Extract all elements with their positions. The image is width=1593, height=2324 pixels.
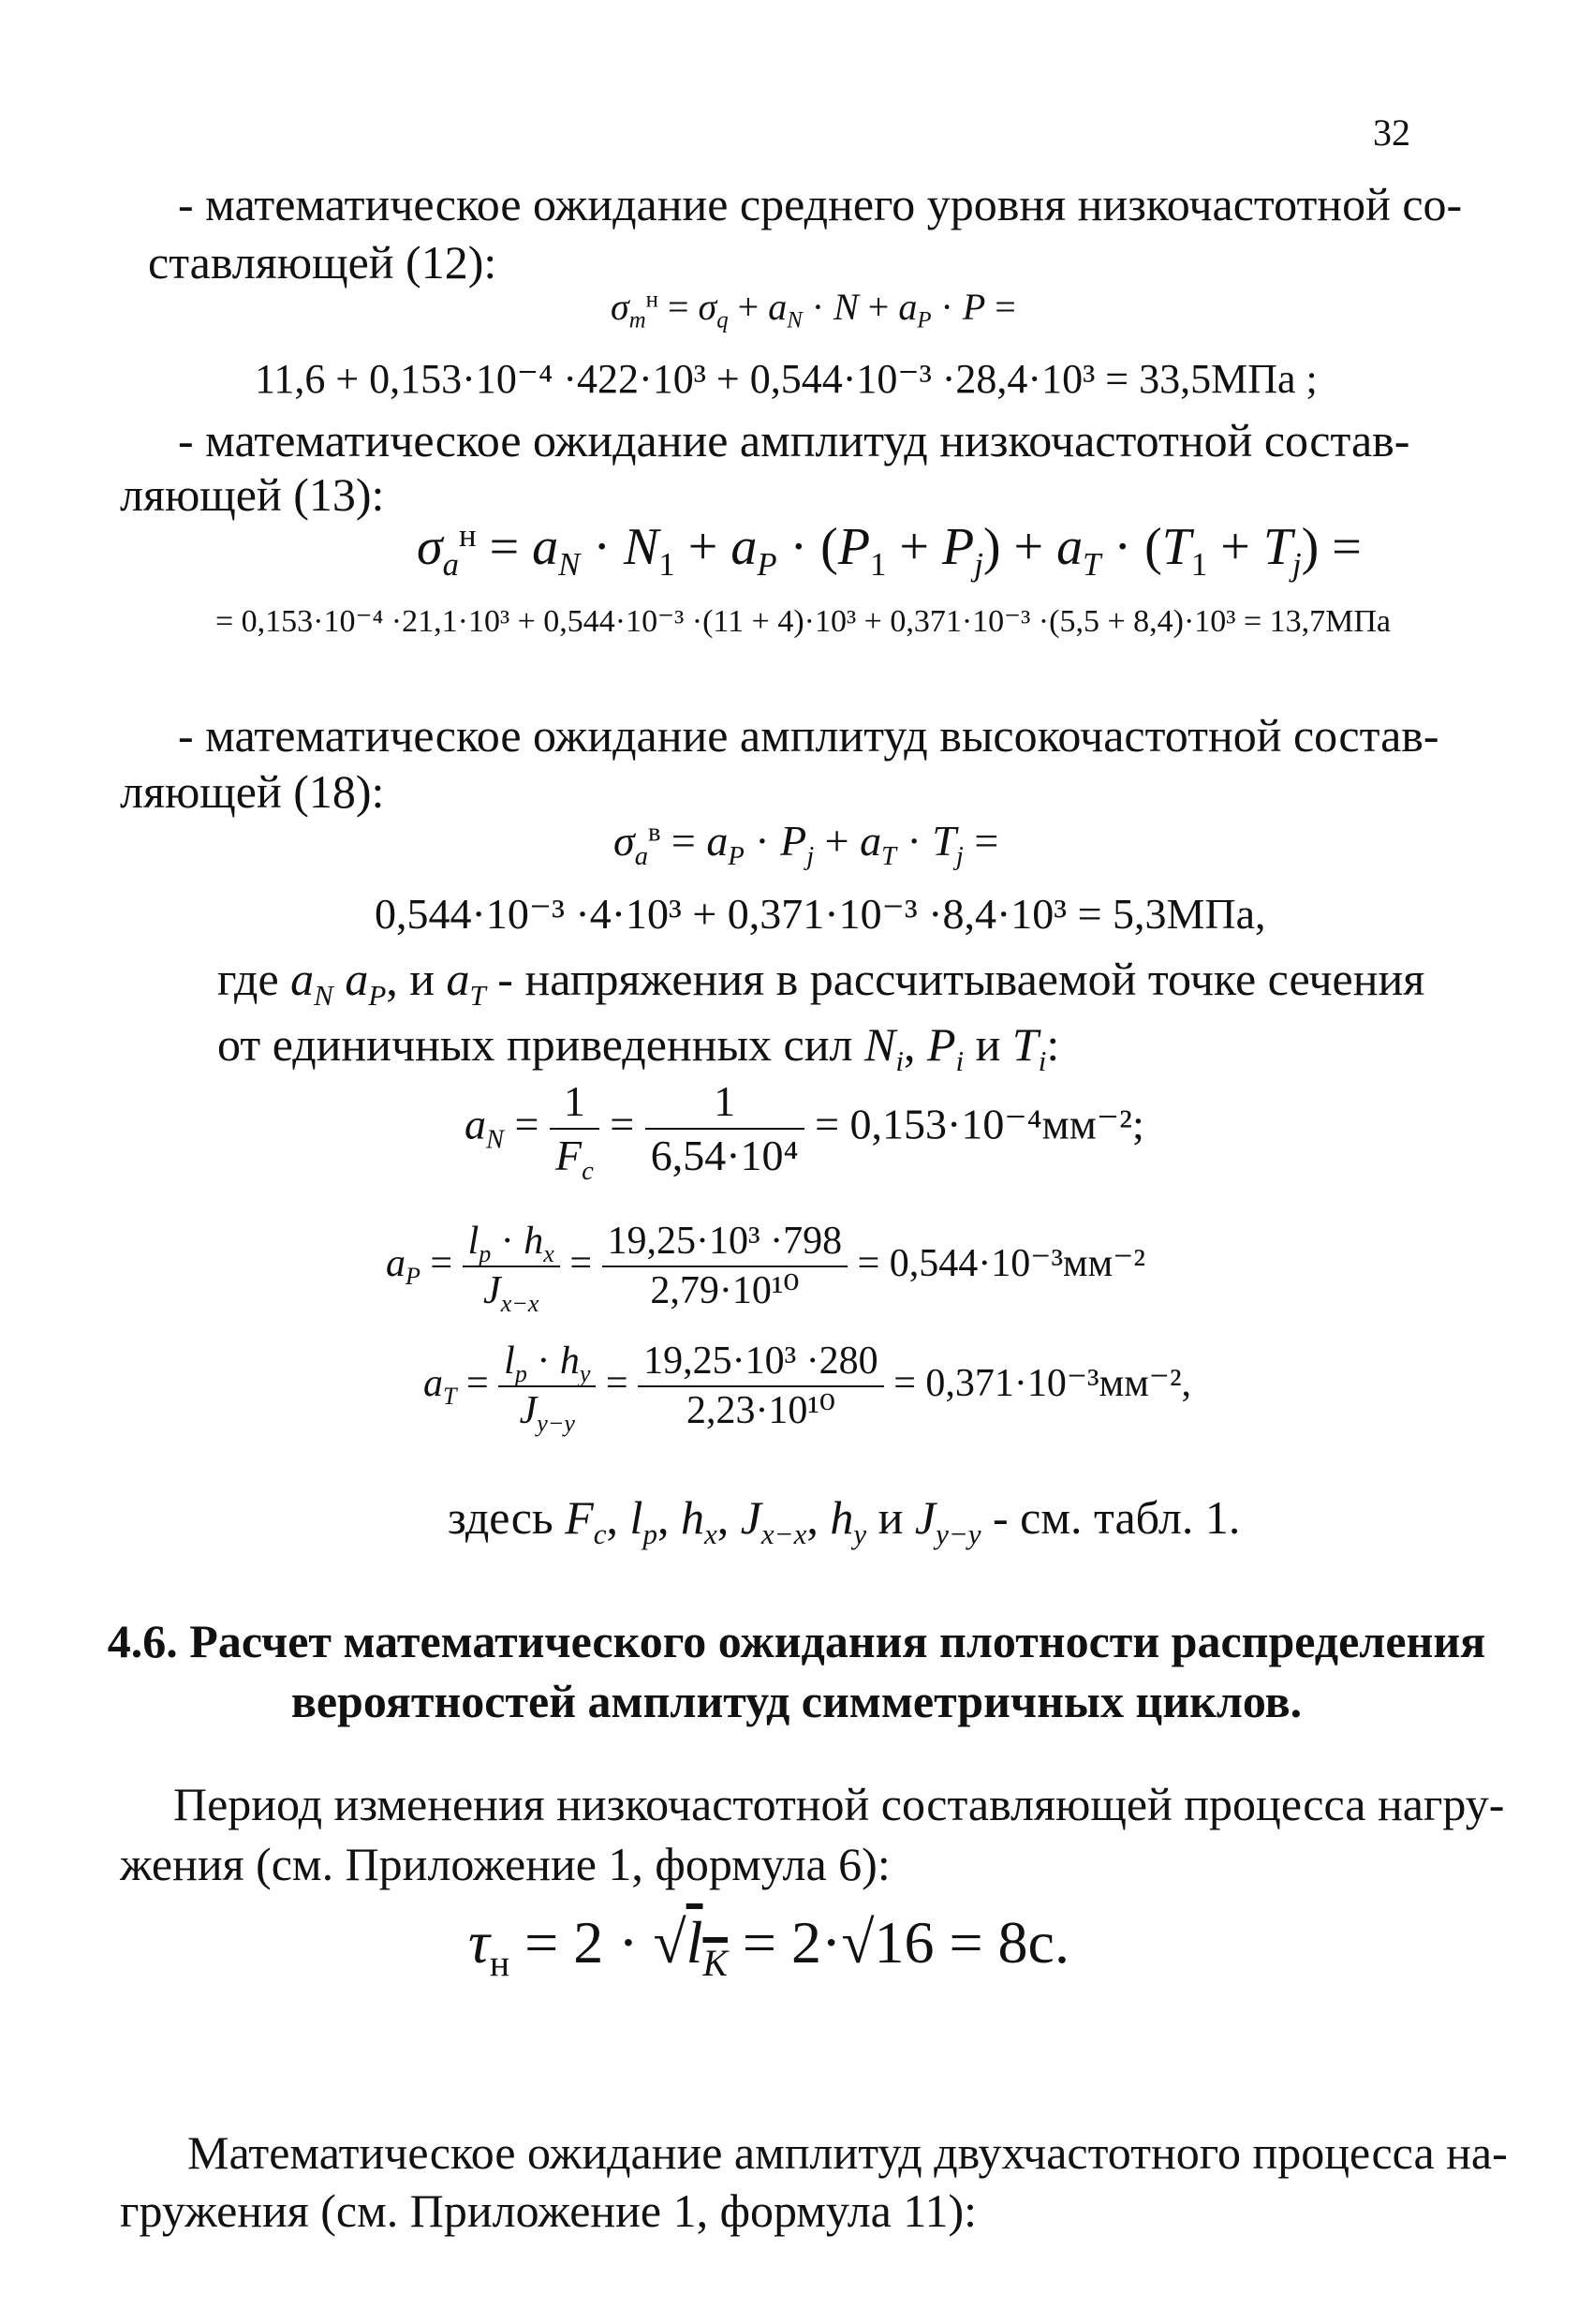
page-number: 32 [1373,111,1410,154]
aP-numerator: 19,25·10³ ·798 [602,1218,848,1267]
item3-line2: ляющей (18): [120,765,385,818]
item3-line1: - математическое ожидание амплитуд высокочастотной состав- [178,709,1439,762]
item1-line1: - математическое ожидание среднего уровня низкочастотной со- [178,178,1463,230]
where-prefix: где [217,953,279,1005]
eq2-line2: = 0,153·10⁻⁴ ·21,1·10³ + 0,544·10⁻³ ·(11 + 4)·10³ + 0,371·10⁻³ ·(5,5 + 8,4)·10³ = 13,7МПа [215,604,1392,639]
aN-denominator: 6,54·10⁴ [650,1132,799,1180]
from-line: от единичных приведенных сил $N_i$, $P_i$ и $T_i$: [217,1018,1060,1077]
aT-result: = 0,371·10⁻³мм⁻² [893,1361,1182,1405]
final-line1: Математическое ожидание амплитуд двухчастотного процесса на- [187,2126,1508,2179]
from-text: от единичных приведенных сил [217,1018,853,1071]
aT-formula: $a_T$ = $\frac{l_p \cdot h_y}{J_{y-y}}$ = $\frac{\text{19,25·10³ ·280}}{\text{2,23·10¹⁰}}$ = 0,371·10⁻³мм⁻², [423,1340,1192,1438]
item2-line2: ляющей (13): [120,468,385,521]
section-heading-line1: 4.6. Расчет математического ожидания плотности распределения [107,1615,1486,1667]
here-prefix: здесь [448,1491,553,1544]
eq3-line1: $\sigma_a^в = a_P \cdot P_j + a_T \cdot T_j$ = [613,817,999,871]
aP-formula: $a_P$ = $\frac{l_p \cdot h_x}{J_{x-x}}$ = $\frac{\text{19,25·10³ ·798}}{\text{2,79·10¹⁰}}$ = 0,544·10⁻³мм⁻² [386,1220,1145,1318]
period-line1: Период изменения низкочастотной составляющей процесса нагру- [173,1778,1505,1830]
eq1-line1: $\sigma_m^н = \sigma_q + a_N \cdot N + a_P \cdot P$ = [611,286,1016,333]
eq2-line1: $\sigma_a^н = a_N \cdot N_1 + a_P \cdot (P_1 + P_j) + a_T \cdot (T_1 + T_j)$ = [417,516,1362,584]
item2-line1: - математическое ожидание амплитуд низкочастотной состав- [178,414,1410,466]
where-text: - напряжения в рассчитываемой точке сечения [497,953,1425,1005]
here-line: здесь $F_c$, $l_p$, $h_x$, $J_{x-x}$, $h_y$ и $J_{y-y}$ - см. табл. 1. [448,1491,1241,1550]
eq1-line2: 11,6 + 0,153·10⁻⁴ ·422·10³ + 0,544·10⁻³ ·28,4·10³ = 33,5МПа ; [255,356,1318,402]
where-line: где $a_N$ $a_P$, и $a_T$ - напряжения в рассчитываемой точке сечения [217,953,1425,1012]
eq3-line2: 0,544·10⁻³ ·4·10³ + 0,371·10⁻³ ·8,4·10³ = 5,3МПа, [375,890,1266,938]
section-heading-line2: вероятностей амплитуд симметричных циклов. [290,1675,1303,1727]
tau-formula: $\tau_н = 2 \cdot √l_K = 2\cdot√16 = 8с$. [468,1909,1069,1984]
final-line2: гружения (см. Приложение 1, формула 11): [120,2184,978,2237]
aT-numerator: 19,25·10³ ·280 [638,1338,884,1387]
item1-line2: ставляющей (12): [148,236,497,289]
period-line2: жения (см. Приложение 1, формула 6): [120,1838,891,1890]
here-suffix: - см. табл. 1. [993,1491,1241,1544]
aP-result: = 0,544·10⁻³мм⁻² [857,1241,1145,1285]
aT-denominator: 2,23·10¹⁰ [686,1389,835,1433]
aP-denominator: 2,79·10¹⁰ [650,1269,800,1313]
tau-result: = 2·√16 = 8с. [742,1909,1069,1976]
aN-result: = 0,153·10⁻⁴мм⁻² [815,1100,1132,1148]
aN-formula: $a_N$ = $\frac{1}{F_c}$ = $\frac{1}{\text{6,54·10⁴}}$ = 0,153·10⁻⁴мм⁻²; [465,1077,1144,1187]
